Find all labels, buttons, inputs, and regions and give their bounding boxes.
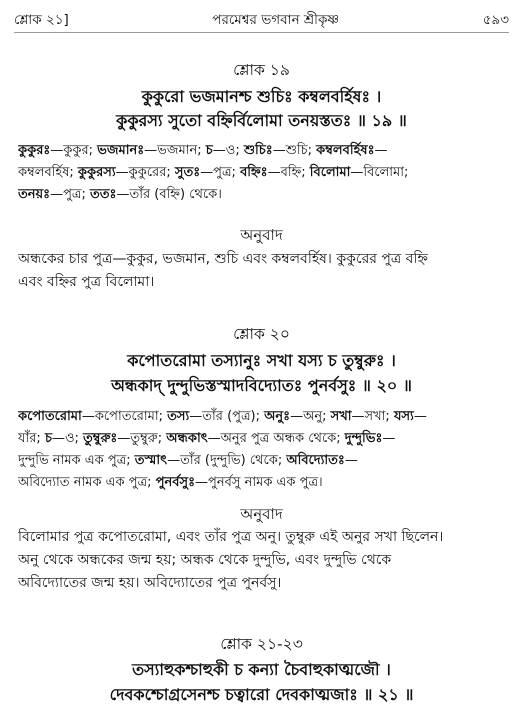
syn-meaning: কুকুর; (63, 143, 94, 158)
syn-term: কম্বলবর্হিষঃ (316, 143, 375, 158)
verse-20-number: শ্লোক ২০ (233, 325, 290, 343)
verse-20-line-1: কপোতরোমা তস্যানুঃ সখা যস্য চ তুম্বুরুঃ । (127, 351, 396, 370)
syn-term: পুনর্বসুঃ (155, 475, 196, 490)
verse-20-translation-heading: অনুবাদ (240, 505, 283, 523)
syn-meaning: সখা; (364, 409, 390, 424)
verse-19-line-2: কুকুরস্য সুতো বহ্নির্বিলোমা তনয়স্ততঃ ॥ ১৯ ॥ (116, 111, 407, 130)
syn-meaning: পুনর্বসু নামক এক পুত্র। (208, 475, 323, 490)
syn-meaning: তাঁর (পুত্র); (202, 409, 260, 424)
syn-term: কুকুরঃ (18, 143, 51, 158)
verse-20-translation (18, 526, 508, 595)
syn-meaning: শুচি; (285, 143, 313, 158)
syn-term: বিলোমা (309, 165, 351, 180)
syn-term: ততঃ (90, 187, 117, 202)
syn-meaning: অবিদ্যোত নামক এক পুত্র; (18, 475, 152, 490)
syn-term: যস্য (393, 409, 414, 424)
syn-meaning: যাঁর; (18, 431, 41, 446)
syn-term: সখা (330, 409, 352, 424)
syn-term: শুচিঃ (243, 143, 273, 158)
syn-meaning: ও; (225, 143, 240, 158)
syn-term: চ (44, 431, 52, 446)
syn-meaning: বহ্নি; (280, 165, 306, 180)
syn-meaning: পুত্র; (63, 187, 86, 202)
translation-line: এবং বহ্নির পুত্র বিলোমা। (18, 274, 155, 290)
syn-term: কুকুরস্য (77, 165, 116, 180)
verse-21-number: শ্লোক ২১-২৩ (220, 635, 303, 653)
syn-term: অন্ধকাৎ (166, 431, 208, 446)
translation-line: অনু থেকে অন্ধকের জন্ম হয়; অন্ধক থেকে দুন্দুভি, এবং দুন্দুভি থেকে (18, 552, 392, 568)
translation-line: অন্ধকের চার পুত্র—কুকুর, ভজমান, শুচি এবং কম্বলবর্হিষ। কুকুরের পুত্র বহ্নি (18, 251, 428, 267)
syn-term: ভজমানঃ (97, 143, 145, 158)
syn-term: চ (205, 143, 213, 158)
syn-term: তুম্বুরুঃ (83, 431, 118, 446)
syn-meaning: দুন্দুভি নামক এক পুত্র; (18, 453, 131, 468)
syn-term: তস্য (167, 409, 190, 424)
syn-meaning: ও; (64, 431, 79, 446)
verse-19-translation (18, 248, 508, 294)
verse-20-synonyms: কপোতরোমা—কপোতরোমা; তস্য—তাঁর (পুত্র); অনুঃ—অনু; সখা—সখা; যস্য— যাঁর; চ—ও; তুম্বুরুঃ—তুম্বুরু; অন্ধকাৎ—অনুর পুত্র অন্ধক থেকে; দুন্দুভিঃ— দুন্দুভি নামক এক পুত্র; তস্মাৎ—তাঁর (দুন্দুভি) থেকে; অবিদ্যোতঃ— অবিদ্যোত নামক এক পুত্র; পুনর্বসুঃ—পুনর্বসু নামক এক পুত্র। (18, 409, 427, 490)
syn-meaning: বিলোমা; (363, 165, 409, 180)
header-page-number: ৫৯৩ (482, 11, 509, 28)
verse-20-line-2: অন্ধকাদ্ দুন্দুভিস্তস্মাদবিদ্যোতঃ পুনর্বসুঃ ॥ ২০ ॥ (111, 376, 412, 395)
syn-meaning: তাঁর (বহ্নি) থেকে। (129, 187, 222, 202)
syn-meaning: তাঁর (দুন্দুভি) থেকে; (180, 453, 283, 468)
syn-meaning: অনু; (303, 409, 327, 424)
translation-line: বিলোমার পুত্র কপোতরোমা, এবং তাঁর পুত্র অনু। তুম্বুরু এই অনুর সখা ছিলেন। (18, 529, 444, 545)
syn-meaning: কম্বলবর্হিষ; (18, 165, 74, 180)
verse-19-synonyms: কুকুরঃ—কুকুর; ভজমানঃ—ভজমান; চ—ও; শুচিঃ—শুচি; কম্বলবর্হিষঃ— কম্বলবর্হিষ; কুকুরস্য—কুকুরের; সুতঃ—পুত্র; বহ্নিঃ—বহ্নি; বিলোমা—বিলোমা; তনয়ঃ—পুত্র; ততঃ—তাঁর (বহ্নি) থেকে। (18, 143, 409, 202)
verse-19-translation-heading: অনুবাদ (240, 226, 283, 244)
running-header (14, 8, 509, 33)
syn-term: বহ্নিঃ (240, 165, 268, 180)
verse-21-line-1: তস্যাহুকশ্চাহুকী চ কন্যা চৈবাহুকাত্মজৌ । (132, 660, 391, 679)
verse-21-line-2: দেবকশ্চোগ্রসেনশ্চ চত্বারো দেবকাত্মজাঃ ॥ ২১ ॥ (109, 685, 414, 704)
syn-term: সুতঃ (174, 165, 201, 180)
syn-term: অনুঃ (264, 409, 291, 424)
syn-term: অবিদ্যোতঃ (286, 453, 345, 468)
syn-meaning: তুম্বুরু; (130, 431, 163, 446)
syn-meaning: ভজমান; (157, 143, 202, 158)
header-chapter-ref: শ্লোক ২১] (14, 11, 69, 28)
syn-meaning: কপোতরোমা; (94, 409, 163, 424)
translation-line: অবিদ্যোতের জন্ম হয়। অবিদ্যোতের পুত্র পুনর্বসু। (18, 575, 282, 591)
syn-meaning: পুত্র; (213, 165, 236, 180)
syn-term: দুন্দুভিঃ (344, 431, 383, 446)
syn-term: তনয়ঃ (18, 187, 51, 202)
header-book-title: পরমেশ্বর ভগবান শ্রীকৃষ্ণ (212, 11, 340, 28)
syn-term: তস্মাৎ (134, 453, 168, 468)
syn-meaning: অনুর পুত্র অন্ধক থেকে; (220, 431, 341, 446)
syn-term: কপোতরোমা (18, 409, 82, 424)
verse-19-line-1: কুকুরো ভজমানশ্চ শুচিঃ কম্বলবর্হিষঃ । (141, 87, 382, 106)
syn-meaning: কুকুরের; (128, 165, 171, 180)
verse-19-number: শ্লোক ১৯ (233, 61, 290, 79)
